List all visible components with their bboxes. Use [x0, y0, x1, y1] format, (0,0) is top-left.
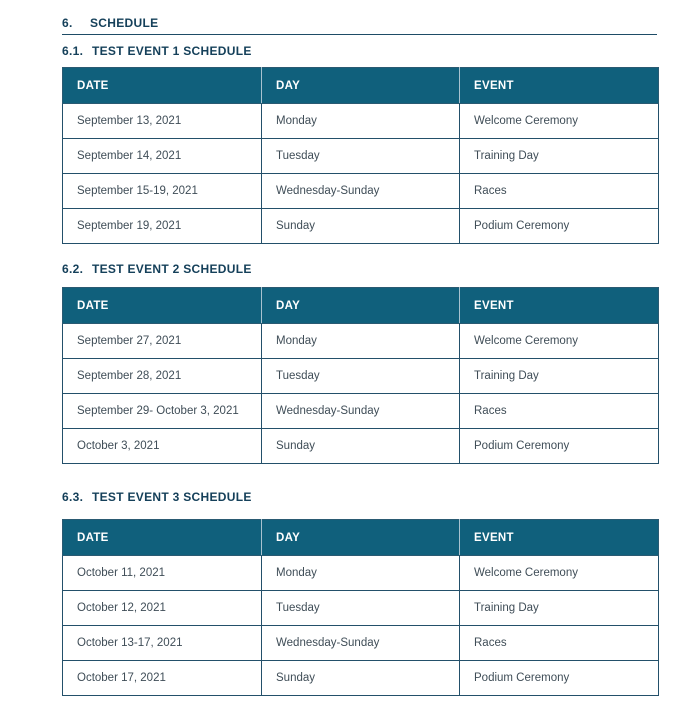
date-cell: September 15-19, 2021 — [63, 174, 262, 209]
table-row — [63, 104, 659, 139]
event-cell: Welcome Ceremony — [460, 104, 659, 139]
section-title: SCHEDULE — [90, 16, 159, 30]
date-cell: October 12, 2021 — [63, 591, 262, 626]
subsection-number: 6.1. — [62, 44, 84, 58]
subsection-heading-3 — [62, 490, 252, 504]
event-cell: Races — [460, 626, 659, 661]
event-cell: Podium Ceremony — [460, 209, 659, 244]
date-cell: October 17, 2021 — [63, 661, 262, 696]
day-cell: Sunday — [262, 661, 460, 696]
column-header-date: DATE — [63, 68, 262, 104]
subsection-title: TEST EVENT 3 SCHEDULE — [92, 490, 252, 504]
day-cell: Sunday — [262, 209, 460, 244]
day-cell: Wednesday-Sunday — [262, 394, 460, 429]
subsection-title: TEST EVENT 1 SCHEDULE — [92, 44, 252, 58]
date-cell: September 27, 2021 — [63, 324, 262, 359]
day-cell: Wednesday-Sunday — [262, 174, 460, 209]
subsection-title: TEST EVENT 2 SCHEDULE — [92, 262, 252, 276]
column-header-event: EVENT — [460, 68, 659, 104]
subsection-heading-2 — [62, 262, 252, 276]
column-header-event: EVENT — [460, 288, 659, 324]
table-row — [63, 359, 659, 394]
day-cell: Wednesday-Sunday — [262, 626, 460, 661]
day-cell: Sunday — [262, 429, 460, 464]
day-cell: Tuesday — [262, 591, 460, 626]
table-row — [63, 556, 659, 591]
column-header-day: DAY — [262, 520, 460, 556]
date-cell: October 13-17, 2021 — [63, 626, 262, 661]
event-cell: Welcome Ceremony — [460, 556, 659, 591]
event-cell: Podium Ceremony — [460, 429, 659, 464]
table-header-row — [63, 68, 659, 104]
table-row — [63, 591, 659, 626]
event-cell: Welcome Ceremony — [460, 324, 659, 359]
table-row — [63, 661, 659, 696]
event-cell: Races — [460, 174, 659, 209]
date-cell: October 3, 2021 — [63, 429, 262, 464]
column-header-event: EVENT — [460, 520, 659, 556]
date-cell: September 19, 2021 — [63, 209, 262, 244]
section-number: 6. — [62, 16, 73, 30]
table-row — [63, 174, 659, 209]
subsection-number: 6.2. — [62, 262, 84, 276]
table-row — [63, 429, 659, 464]
section-heading — [62, 16, 158, 30]
day-cell: Monday — [262, 324, 460, 359]
day-cell: Tuesday — [262, 359, 460, 394]
table-row — [63, 324, 659, 359]
subsection-heading-1 — [62, 44, 252, 58]
date-cell: September 13, 2021 — [63, 104, 262, 139]
column-header-date: DATE — [63, 288, 262, 324]
day-cell: Monday — [262, 556, 460, 591]
table-row — [63, 209, 659, 244]
date-cell: September 29- October 3, 2021 — [63, 394, 262, 429]
table-row — [63, 394, 659, 429]
column-header-day: DAY — [262, 68, 460, 104]
column-header-day: DAY — [262, 288, 460, 324]
table-header-row — [63, 288, 659, 324]
schedule-table-1 — [62, 67, 659, 244]
event-cell: Races — [460, 394, 659, 429]
section-divider — [62, 34, 657, 35]
schedule-table-2 — [62, 287, 659, 464]
table-row — [63, 139, 659, 174]
schedule-table-3 — [62, 519, 659, 696]
date-cell: September 14, 2021 — [63, 139, 262, 174]
day-cell: Monday — [262, 104, 460, 139]
subsection-number: 6.3. — [62, 490, 84, 504]
date-cell: September 28, 2021 — [63, 359, 262, 394]
day-cell: Tuesday — [262, 139, 460, 174]
event-cell: Podium Ceremony — [460, 661, 659, 696]
event-cell: Training Day — [460, 591, 659, 626]
table-row — [63, 626, 659, 661]
date-cell: October 11, 2021 — [63, 556, 262, 591]
event-cell: Training Day — [460, 359, 659, 394]
column-header-date: DATE — [63, 520, 262, 556]
event-cell: Training Day — [460, 139, 659, 174]
table-header-row — [63, 520, 659, 556]
